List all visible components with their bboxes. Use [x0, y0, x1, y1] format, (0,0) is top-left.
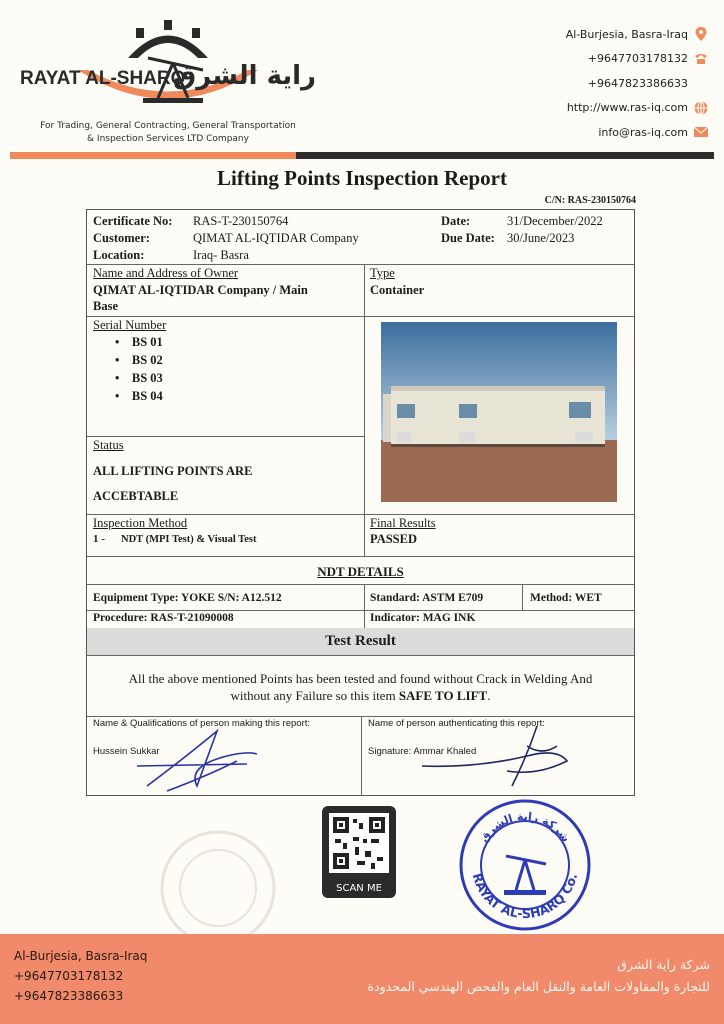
- container-photo: [381, 322, 617, 502]
- phone-icon: [694, 52, 708, 66]
- location-label: Location:: [93, 248, 145, 262]
- location-pin-icon: [694, 27, 708, 41]
- due-date-value: 30/June/2023: [507, 231, 575, 245]
- footer-arabic: شركة راية الشرق للتجارة والمقاولات العامة والنقل العام والفحص الهندسي المحدودة: [367, 957, 710, 994]
- svg-text:شركة راية الشرق: شركة راية الشرق: [477, 809, 573, 845]
- status-value-2: ACCEBTABLE: [93, 489, 179, 503]
- letterhead: [0, 0, 724, 160]
- location-value: Iraq- Basra: [193, 248, 249, 262]
- status-label: Status: [93, 438, 124, 452]
- signature-hussein: [127, 726, 267, 796]
- globe-icon: [694, 101, 708, 115]
- footer-band: [0, 934, 724, 1024]
- date-value: 31/December/2022: [507, 214, 603, 228]
- signature-ammar: [417, 716, 587, 796]
- indicator: Indicator: MAG INK: [370, 612, 476, 624]
- list-item: • BS 01: [115, 335, 163, 349]
- method-value: NDT (MPI Test) & Visual Test: [121, 534, 257, 545]
- sig-left-label: Name & Qualifications of person making this report:: [93, 718, 311, 729]
- ndt-method: Method: WET: [530, 592, 602, 604]
- status-value-1: ALL LIFTING POINTS ARE: [93, 464, 253, 478]
- contact-address: Al-Burjesia, Basra-Iraq: [468, 22, 708, 47]
- company-stamp: [458, 798, 592, 932]
- contact-website: http://www.ras-iq.com: [468, 96, 708, 121]
- final-results-value: PASSED: [370, 532, 418, 546]
- qr-pattern: [329, 813, 389, 873]
- type-label: Type: [370, 266, 395, 280]
- equipment-type: Equipment Type: YOKE S/N: A12.512: [93, 592, 282, 604]
- method-num: 1 -: [93, 533, 105, 545]
- qr-code[interactable]: [322, 806, 396, 898]
- ndt-details-title: NDT DETAILS: [317, 564, 404, 579]
- date-label: Date:: [441, 214, 471, 228]
- procedure: Procedure: RAS-T-21090008: [93, 612, 234, 624]
- inspection-form: [86, 209, 635, 796]
- test-result-title: Test Result: [87, 628, 634, 655]
- type-value: Container: [370, 283, 425, 297]
- list-item: • BS 02: [115, 353, 163, 367]
- list-item: • BS 03: [115, 371, 163, 385]
- owner-label: Name and Address of Owner: [93, 266, 239, 280]
- serial-label: Serial Number: [93, 318, 167, 332]
- company-logo: [18, 18, 318, 118]
- certificate-value: RAS-T-230150764: [193, 214, 289, 228]
- final-results-label: Final Results: [370, 516, 436, 530]
- serial-list: [115, 335, 163, 407]
- sig-right-label: Name of person authenticating this report:: [368, 718, 545, 729]
- result-text-2: without any Failure so this item SAFE TO LIFT.: [230, 688, 491, 703]
- customer-value: QIMAT AL-IQTIDAR Company: [193, 231, 359, 245]
- contact-phone-1: +9647703178132: [468, 47, 708, 72]
- logo-text-ar: راية الشرق: [172, 61, 316, 91]
- due-date-label: Due Date:: [441, 231, 495, 245]
- result-text-1: All the above mentioned Points has been tested and found without Crack in Welding And: [128, 671, 593, 686]
- contact-list: [468, 22, 708, 145]
- certificate-label: Certificate No:: [93, 214, 173, 228]
- svg-text:RAYAT AL-SHARQ Co.: RAYAT AL-SHARQ Co.: [469, 871, 581, 922]
- contact-phone-2: +9647823386633: [587, 76, 688, 90]
- list-item: • BS 04: [115, 389, 163, 403]
- logo-text-en: RAYAT AL-SHARQ: [20, 68, 186, 89]
- scan-me-label: SCAN ME: [336, 883, 382, 894]
- customer-label: Customer:: [93, 231, 150, 245]
- watermark-seal: [158, 828, 278, 948]
- cn-number: C/N: RAS-230150764: [544, 195, 636, 206]
- tagline: For Trading, General Contracting, General Transportation & Inspection Services LTD Company: [40, 121, 296, 144]
- contact-email: info@ras-iq.com: [468, 120, 708, 145]
- safe-to-lift: SAFE TO LIFT: [398, 688, 488, 703]
- owner-value-1: QIMAT AL-IQTIDAR Company / Main: [93, 283, 308, 297]
- method-label: Inspection Method: [93, 516, 188, 530]
- sig-right-name: Signature: Ammar Khaled: [368, 746, 477, 757]
- envelope-icon: [694, 125, 708, 139]
- sig-left-name: Hussein Sukkar: [93, 746, 160, 757]
- footer-contacts: Al-Burjesia, Basra-Iraq +9647703178132 +9647823386633: [14, 949, 148, 1003]
- owner-value-2: Base: [93, 299, 118, 313]
- standard: Standard: ASTM E709: [370, 592, 484, 604]
- header-rule: [10, 152, 714, 159]
- report-title: Lifting Points Inspection Report: [217, 166, 507, 190]
